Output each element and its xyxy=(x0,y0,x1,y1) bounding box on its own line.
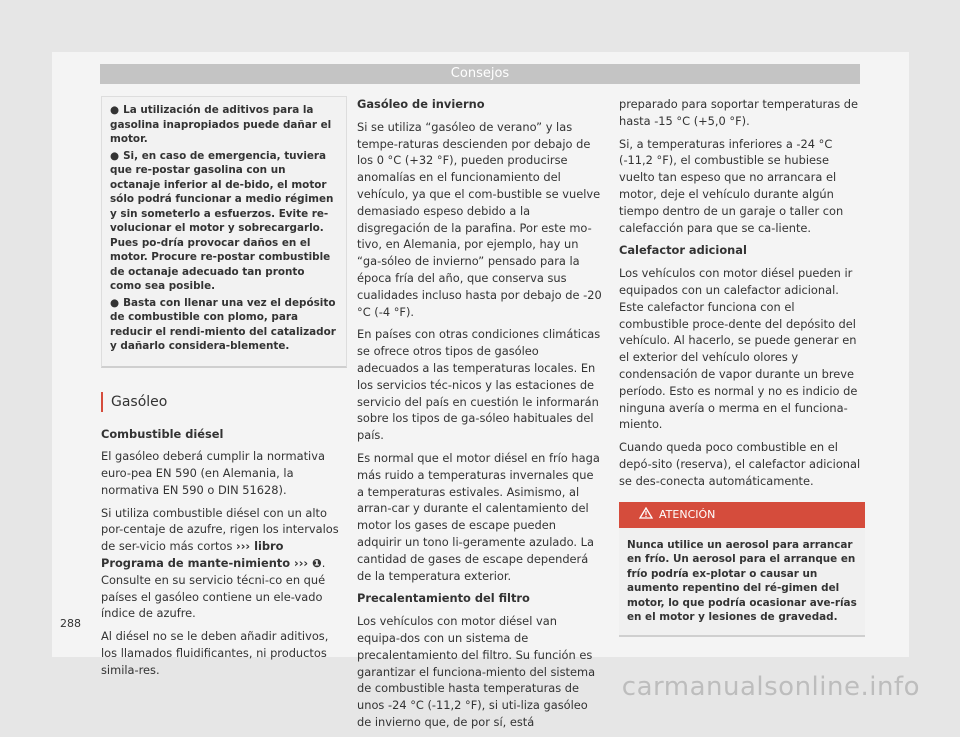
subheading: Gasóleo de invierno xyxy=(357,97,485,111)
paragraph: El gasóleo deberá cumplir la normativa euro-pea EN 590 (en Alemania, la normativa EN 590 o DIN 51628). xyxy=(101,449,325,497)
paragraph: Cuando queda poco combustible en el depó-sito (reserva), el calefactor adicional se des-conecta automáticamente. xyxy=(619,440,861,488)
bullet-icon: ● xyxy=(110,296,120,309)
subheading: Combustible diésel xyxy=(101,426,224,441)
paragraph: Si se utiliza “gasóleo de verano” y las tempe-raturas descienden por debajo de los 0 °C (+32 °F), pueden producirse anomalías en el funcionamiento del vehículo, ya que el com-bustible se vuelve demasiado espeso debido a la disgregación de la parafina. Por este mo-tivo, en Alemania, por ejemplo, hay un “ga-sóleo de invierno” pensado para la época fría del año, que conserva sus cualidades incluso hasta por debajo de -20 °C (-4 °F). xyxy=(357,119,602,319)
watermark: carmanualsonline.info xyxy=(621,672,920,702)
page-number: 288 xyxy=(60,617,81,630)
attention-box xyxy=(619,502,865,637)
warning-item: ● Si, en caso de emergencia, tuviera que re-postar gasolina con un octanaje inferior al de-bido, el motor sólo podrá funcionar a medio régimen y sin someterlo a esfuerzos. Evite re-volucionar el motor y sobrecargarlo. Pues po-dría provocar daños en el motor. Procure re-postar combustible de octanaje adecuado tan pronto como sea posible. xyxy=(110,149,334,292)
column-2 xyxy=(357,96,603,737)
paragraph: preparado para soportar temperaturas de hasta -15 °C (+5,0 °F). xyxy=(619,97,859,128)
paragraph: En países con otras condiciones climáticas se ofrece otros tipos de gasóleo adecuados a las temperaturas locales. En los servicios téc-nicos y las estaciones de servicio del país en cuestión le informarán sobre los tipos de ga-sóleo habituales del país. xyxy=(357,327,601,443)
column-3 xyxy=(619,96,865,637)
subheading: Calefactor adicional xyxy=(619,243,747,258)
section-title: Gasóleo xyxy=(101,392,347,412)
attention-header: ATENCIÓN xyxy=(619,502,865,528)
paragraph: Al diésel no se le deben añadir aditivos, los llamados fluidificantes, ni productos simila-res. xyxy=(101,629,329,677)
page-header: Consejos xyxy=(100,64,860,84)
bullet-icon: ● xyxy=(110,104,120,116)
attention-body: Nunca utilice un aerosol para arrancar en frío. Un aerosol para el arranque en frío podría ex-plotar o causar un aumento repentino del ré-gimen del motor, lo que podría ocasionar ave-rías en el motor y lesiones de gravedad. xyxy=(627,538,857,624)
column-1 xyxy=(101,96,347,685)
warning-box xyxy=(101,96,347,368)
paragraph: Si utiliza combustible diésel con un alto por-centaje de azufre, rigen los intervalos de ser-vicio más cortos ››› libro Programa de mante-nimiento ››› ❶. Consulte en su servicio técni-co en qué países el gasóleo contiene un ele-vado índice de azufre. xyxy=(101,505,339,621)
paragraph: Los vehículos con motor diésel van equipa-dos con un sistema de precalentamiento del filtro. Su función es garantizar el funciona-miento del sistema de combustible hasta temperaturas de unos -24 °C (-11,2 °F), si uti-liza gasóleo de invierno que, de por sí, está xyxy=(357,614,596,729)
cross-reference-link[interactable]: ››› libro Programa de mante-nimiento ››› ❶ xyxy=(101,539,322,571)
paragraph: Es normal que el motor diésel en frío haga más ruido a temperaturas invernales que a temperaturas estivales. Asimismo, al arran-car y durante el calentamiento del motor los gases de escape pueden adquirir un tono li-geramente azulado. La cantidad de gases de escape dependerá de la temperatura exterior. xyxy=(357,450,600,583)
paragraph: Si, a temperaturas inferiores a -24 °C (-11,2 °F), el combustible se hubiese vuelto tan espeso que no arrancara el motor, deje el vehículo durante algún tiempo dentro de un garaje o taller con calefacción para que se ca-liente. xyxy=(619,136,844,235)
subheading: Precalentamiento del filtro xyxy=(357,591,530,606)
warning-item: ● Basta con llenar una vez el depósito de combustible con plomo, para reducir el rendi-miento del catalizador y dañarlo considera-blemente. xyxy=(110,296,336,352)
warning-triangle-icon xyxy=(639,507,653,519)
paragraph: Los vehículos con motor diésel pueden ir equipados con un calefactor adicional. Este calefactor funciona con el combustible proce-dente del depósito del vehículo. Al hacerlo, se puede generar en el exterior del vehículo olores y condensación de vapor durante un breve período. Esto es normal y no es indicio de ninguna avería o merma en el funciona-miento. xyxy=(619,266,858,432)
bullet-icon: ● xyxy=(110,149,120,162)
warning-item: ● La utilización de aditivos para la gasolina inapropiados puede dañar el motor. xyxy=(110,104,332,145)
